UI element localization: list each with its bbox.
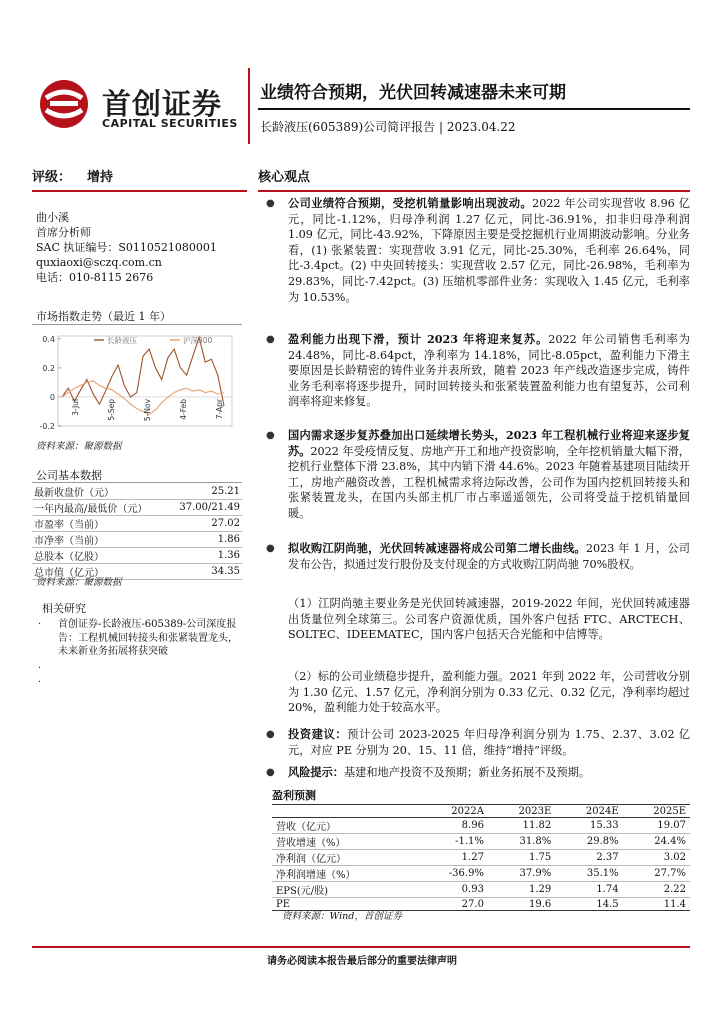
table-header-row: [272, 805, 690, 818]
cell-value: 2.37: [555, 850, 622, 866]
point-heading: 投资建议：: [288, 727, 348, 741]
logo-english-name: CAPITAL SECURITIES: [102, 117, 238, 130]
forecast-table: [272, 804, 690, 911]
core-point-2: [266, 332, 690, 410]
point-body: 2022 年受疫情反复、房地产开工和地产投资影响，全年挖机销量大幅下滑，挖机行业整体下滑 23.8%，其中内销下滑 44.6%。2023 年随着基建项目陆续开工，房地产融资改善，工程机械需求将边际改善，公司作为国内挖机回转接头和张紧装置龙头，在国内头部主机厂市占率遥遥领先，公司将受益于挖机销量回暖。: [288, 444, 690, 520]
report-title: 业绩符合预期，光伏回转减速器未来可期: [260, 83, 566, 103]
bullet-icon: ●: [266, 767, 275, 778]
table-row: [272, 818, 690, 834]
cell-value: 27.0: [417, 898, 488, 911]
logo-chinese-name: 首创证券: [102, 87, 223, 121]
x-tick-label: 5-Sep: [107, 398, 116, 421]
basic-label: 市净率（当前）: [32, 532, 167, 548]
cell-value: 2.22: [623, 882, 690, 898]
table-row: [32, 484, 242, 500]
basic-data-source: 资料来源：聚源数据: [36, 577, 122, 588]
x-tick-label: 4-Feb: [179, 398, 188, 420]
footer-rule: [32, 946, 690, 948]
y-tick-label: 0: [49, 392, 55, 402]
forecast-source: 资料来源：Wind，首创证券: [282, 911, 402, 922]
bullet-icon: ●: [266, 543, 275, 554]
related-item-text[interactable]: 首创证券-长龄液压-605389-公司深度报告：工程机械回转接头和张紧装置龙头，未来新业务拓展将获突破: [58, 619, 238, 657]
header-divider: [248, 68, 250, 144]
forecast-title: 盈利预测: [272, 789, 316, 802]
cell-value: 35.1%: [555, 866, 622, 882]
series-line-1: [62, 338, 224, 406]
rating-section: [32, 166, 247, 188]
cell-value: 24.4%: [623, 834, 690, 850]
table-row: [32, 532, 242, 548]
basic-data-title: 公司基本数据: [36, 469, 102, 482]
point-body: 2023 年 1 月，公司发布公告，拟通过发行股份及支付现金的方式收购江阴尚驰 70%股权。: [288, 542, 690, 571]
rating-label: 评级：: [32, 170, 72, 185]
basic-value: 34.35: [167, 564, 242, 580]
point-body: 2022 年公司实现营收 8.96 亿元，同比-1.12%，归母净利润 1.27 亿元，同比-36.91%，扣非归母净利润 1.09 亿元，同比-43.92%，下降原因主要是受挖掘机行业周期波动影响。分业务看，(1) 张紧装置：实现营收 3.91 亿元，同比-25.30%，毛利率 26.64%，同比-3.4pct。(2) 中央回转接头：实现营收 2.57 亿元，同比-26.98%，毛利率为 29.83%，同比-7.42pct。(3) 压缩机零部件业务：实现收入 1.45 亿元，毛利率为 10.53%。: [288, 197, 690, 304]
table-row: [272, 882, 690, 898]
analyst-role: 首席分析师: [36, 226, 91, 239]
analyst-email[interactable]: quxiaoxi@sczq.com.cn: [36, 256, 162, 269]
market-index-chart: [32, 328, 242, 434]
basic-label: 总市值（亿元）: [32, 564, 167, 580]
point-heading: 国内需求逐步复苏叠加出口延续增长势头，2023 年工程机械行业将迎来逐步复苏。: [288, 428, 690, 458]
market-chart-title: 市场指数走势（最近 1 年）: [36, 310, 171, 323]
list-item: [38, 662, 244, 676]
cell-value: 11.82: [488, 818, 555, 834]
point-body: 基建和地产投资不及预期；新业务拓展不及预期。: [343, 766, 591, 779]
analyst-info: [36, 210, 217, 285]
investment-advice: [266, 727, 690, 758]
right-section-rule: [258, 190, 690, 192]
cell-value: 37.9%: [488, 866, 555, 882]
table-row: [272, 834, 690, 850]
core-view-title: 核心观点: [258, 170, 311, 185]
column-header: 2024E: [555, 805, 622, 818]
row-label: 净利润（亿元）: [272, 850, 417, 866]
x-tick-label: 3-Jul: [71, 398, 80, 416]
market-chart-rule: [32, 324, 242, 325]
cell-value: 8.96: [417, 818, 488, 834]
column-header: 2023E: [488, 805, 555, 818]
cell-value: 27.7%: [623, 866, 690, 882]
column-header: 2022A: [417, 805, 488, 818]
shangchi-paragraph-1: （1）江阴尚驰主要业务是光伏回转减速器，2019-2022 年间，光伏回转减速器出货量位列全球第三。公司客户资源优质，国外客户包括 FTC、ARCTECH、SOLTEC、IDEEMATEC，国内客户包括天合光能和中信博等。: [288, 597, 690, 642]
risk-warning: [266, 765, 690, 781]
table-row: [32, 516, 242, 532]
cell-value: 31.8%: [488, 834, 555, 850]
cell-value: 0.93: [417, 882, 488, 898]
basic-value: 1.86: [167, 532, 242, 548]
x-tick-label: 7-Apr: [215, 398, 224, 420]
report-subtitle: 长龄液压(605389)公司简评报告 | 2023.04.22: [260, 120, 516, 134]
row-label: PE: [272, 898, 417, 911]
legend-label: 沪深300: [183, 336, 213, 345]
left-section-rule: [32, 190, 247, 192]
y-tick-label: 0.2: [42, 363, 55, 373]
related-research-list: [38, 618, 244, 690]
bullet-icon: ●: [266, 334, 275, 345]
column-header: [272, 805, 417, 818]
point-heading: 风险提示：: [288, 765, 344, 779]
cell-value: 3.02: [623, 850, 690, 866]
basic-label: 总股本（亿股）: [32, 548, 167, 564]
cell-value: 1.75: [488, 850, 555, 866]
basic-data-rule: [32, 482, 242, 483]
basic-value: 1.36: [167, 548, 242, 564]
point-heading: 盈利能力出现下滑，预计 2023 年将迎来复苏。: [288, 332, 549, 346]
point-heading: 公司业绩符合预期，受挖机销量影响出现波动。: [288, 196, 533, 210]
cell-value: 1.29: [488, 882, 555, 898]
cell-value: 1.74: [555, 882, 622, 898]
related-research-title: 相关研究: [42, 602, 86, 615]
column-header: 2025E: [623, 805, 690, 818]
x-tick-label: 5-Nov: [143, 398, 152, 422]
bullet-icon: ●: [266, 198, 275, 209]
legend-label: 长龄液压: [107, 336, 137, 345]
analyst-phone: 电话：010-8115 2676: [36, 271, 154, 284]
market-chart-source: 资料来源：聚源数据: [36, 441, 122, 452]
row-label: 净利润增速（%）: [272, 866, 417, 882]
basic-value: 37.00/21.49: [167, 500, 242, 516]
analyst-name: 曲小溪: [36, 211, 69, 224]
cell-value: 15.33: [555, 818, 622, 834]
bullet-icon: ●: [266, 729, 275, 740]
core-point-4: [266, 541, 690, 572]
point-body: 2022 年公司销售毛利率为 24.48%，同比-8.64pct，净利率为 14.18%，同比-8.05pct，盈利能力下滑主要原因是长龄精密的铸件业务并表所致，随着 2023 年产线改造逐步完成，铸件业务毛利率将逐步提升，同时回转接头和张紧装置盈利能力也有望复苏，公司利润率将迎来修复。: [288, 333, 690, 409]
legal-notice: 请务必阅读本报告最后部分的重要法律声明: [267, 956, 457, 967]
title-underline: [258, 108, 690, 110]
analyst-sac: SAC 执证编号：S0110521080001: [36, 241, 217, 254]
cell-value: 1.27: [417, 850, 488, 866]
basic-value: 27.02: [167, 516, 242, 532]
point-heading: 拟收购江阴尚驰，光伏回转减速器将成公司第二增长曲线。: [288, 541, 586, 555]
core-view-section: [258, 166, 690, 188]
list-item[interactable]: [38, 618, 244, 662]
row-label: 营收（亿元）: [272, 818, 417, 834]
basic-data-table: [32, 484, 242, 580]
bullet-icon: ·: [38, 663, 42, 674]
basic-value: 25.21: [167, 484, 242, 500]
capital-securities-logo-icon: [36, 78, 94, 130]
list-item: [38, 676, 244, 690]
cell-value: 29.8%: [555, 834, 622, 850]
company-logo: [36, 78, 246, 130]
basic-label: 市盈率（当前）: [32, 516, 167, 532]
row-label: EPS(元/股): [272, 882, 417, 898]
table-row: [272, 866, 690, 882]
shangchi-paragraph-2: （2）标的公司业绩稳步提升，盈利能力强。2021 年到 2022 年，公司营收分别为 1.30 亿元、1.57 亿元，净利润分别为 0.33 亿元、0.32 亿元，净利率均超过 20%，盈利能力处于较高水平。: [288, 670, 690, 715]
row-label: 营收增速（%）: [272, 834, 417, 850]
bullet-icon: ·: [38, 677, 42, 688]
market-index-chart-svg: [32, 328, 242, 434]
cell-value: 19.6: [488, 898, 555, 911]
cell-value: 19.07: [623, 818, 690, 834]
bullet-icon: ●: [266, 430, 275, 441]
bullet-icon: ·: [38, 619, 42, 630]
rating-value: 增持: [87, 170, 114, 185]
table-row: [32, 548, 242, 564]
table-row: [32, 500, 242, 516]
basic-label: 最新收盘价（元）: [32, 484, 167, 500]
basic-label: 一年内最高/最低价（元）: [32, 500, 167, 516]
y-tick-label: -0.2: [39, 422, 55, 431]
table-row: [272, 850, 690, 866]
point-body: 预计公司 2023-2025 年归母净利润分别为 1.75、2.37、3.02 亿元，对应 PE 分别为 20、15、11 倍，维持“增持”评级。: [288, 728, 690, 757]
core-point-1: [266, 196, 690, 305]
cell-value: -1.1%: [417, 834, 488, 850]
cell-value: 14.5: [555, 898, 622, 911]
core-point-3: [266, 428, 690, 522]
y-tick-label: 0.4: [42, 334, 55, 344]
cell-value: 11.4: [623, 898, 690, 911]
cell-value: -36.9%: [417, 866, 488, 882]
